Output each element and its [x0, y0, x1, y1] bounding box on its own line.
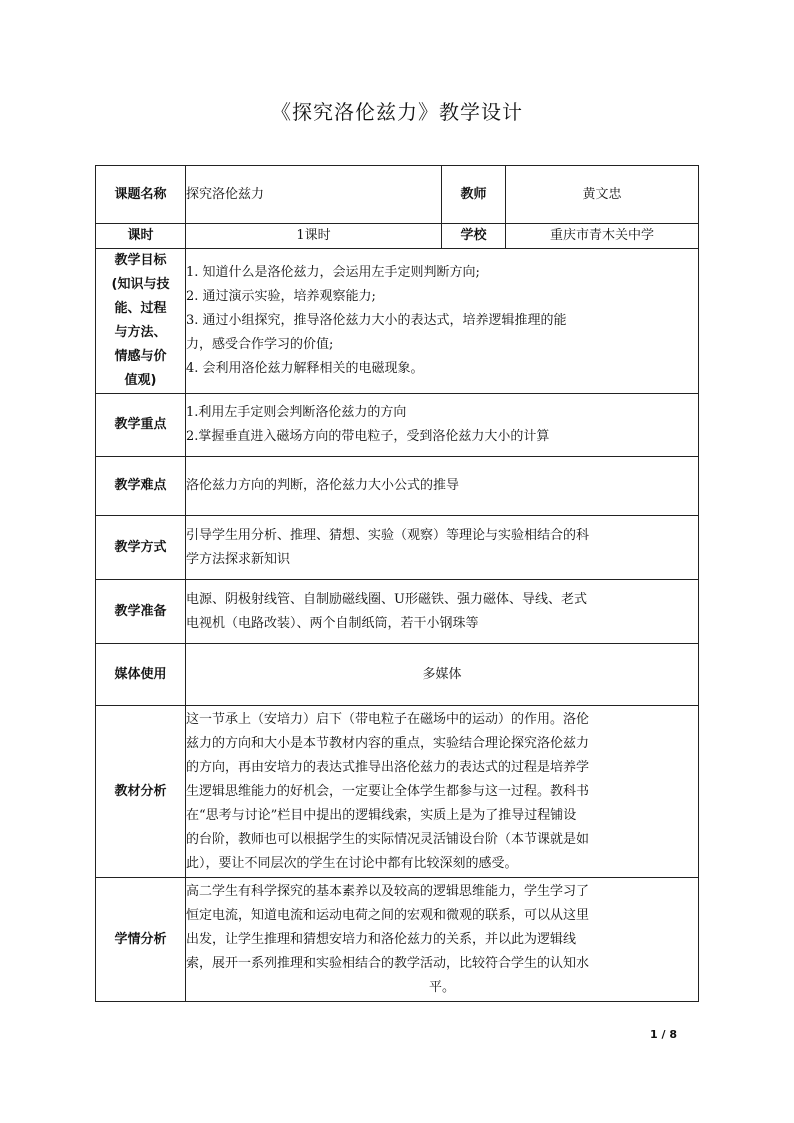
goal-item: 4. 会利用洛伦兹力解释相关的电磁现象。	[186, 361, 424, 376]
goals-label-line: 情感与价	[114, 349, 167, 364]
goals-label-line: 能、过程	[114, 301, 167, 316]
goals-label-line: 教学目标	[114, 253, 167, 268]
course-name-label: 课题名称	[96, 166, 186, 224]
student-line: 平。	[428, 979, 455, 995]
school-label: 学校	[442, 224, 506, 249]
key-points-label: 教学重点	[96, 394, 186, 457]
textbook-line: 生逻辑思维能力的好机会，一定要让全体学生都参与这一过程。教科书	[186, 783, 590, 799]
goal-item: 1. 知道什么是洛伦兹力，会运用左手定则判断方向;	[186, 265, 480, 280]
difficulties-content: 洛伦兹力方向的判断，洛伦兹力大小公式的推导	[186, 457, 699, 516]
textbook-line: 兹力的方向和大小是本节教材内容的重点，实验结合理论探究洛伦兹力	[186, 735, 590, 751]
difficulties-label: 教学难点	[96, 457, 186, 516]
class-hours-label: 课时	[96, 224, 186, 249]
preparation-line: 电视机（电路改装）、两个自制纸筒，若干小钢珠等	[186, 615, 479, 631]
key-points-content	[186, 394, 699, 457]
teacher-value: 黄文忠	[506, 166, 699, 224]
row-difficulties	[96, 457, 699, 516]
textbook-line: 的台阶，教师也可以根据学生的实际情况灵活铺设台阶（本节课就是如	[186, 831, 590, 847]
goals-label-line: 与方法、	[114, 325, 167, 340]
teacher-label: 教师	[442, 166, 506, 224]
school-value: 重庆市青木关中学	[506, 224, 699, 249]
teaching-goals-content	[186, 249, 699, 394]
row-media	[96, 644, 699, 706]
textbook-line: 在“思考与讨论”栏目中提出的逻辑线索，实质上是为了推导过程铺设	[186, 807, 577, 823]
methods-line: 引导学生用分析、推理、猜想、实验（观察）等理论与实验相结合的科	[186, 527, 590, 543]
media-label: 媒体使用	[96, 644, 186, 706]
preparation-content	[186, 580, 699, 644]
row-teaching-goals	[96, 249, 699, 394]
preparation-line: 电源、阴极射线管、自制励磁线圈、U形磁铁、强力磁体、导线、老式	[186, 591, 587, 607]
teaching-methods-content	[186, 516, 699, 580]
lesson-plan-table	[95, 165, 699, 1002]
goal-item: 力，感受合作学习的价值;	[186, 337, 334, 352]
student-line: 恒定电流，知道电流和运动电荷之间的宏观和微观的联系，可以从这里	[186, 907, 590, 923]
row-key-points	[96, 394, 699, 457]
methods-line: 学方法探求新知识	[186, 551, 291, 567]
class-hours-value: 1课时	[186, 224, 442, 249]
key-point-item: 2.掌握垂直进入磁场方向的带电粒子，受到洛伦兹力大小的计算	[186, 429, 550, 444]
media-content: 多媒体	[186, 644, 699, 706]
teaching-goals-label	[96, 249, 186, 394]
row-teaching-methods	[96, 516, 699, 580]
student-analysis-label: 学情分析	[96, 878, 186, 1002]
goals-label-line: 值观)	[124, 373, 157, 388]
row-class-hours	[96, 224, 699, 249]
textbook-line: 这一节承上（安培力）启下（带电粒子在磁场中的运动）的作用。洛伦	[186, 711, 590, 727]
teaching-methods-label: 教学方式	[96, 516, 186, 580]
course-name-value: 探究洛伦兹力	[186, 166, 442, 224]
key-point-item: 1.利用左手定则会判断洛伦兹力的方向	[186, 405, 407, 420]
row-student-analysis	[96, 878, 699, 1002]
goal-item: 2. 通过演示实验，培养观察能力;	[186, 289, 376, 304]
preparation-label: 教学准备	[96, 580, 186, 644]
student-analysis-content	[186, 878, 699, 1002]
student-line: 高二学生有科学探究的基本素养以及较高的逻辑思维能力，学生学习了	[186, 883, 590, 899]
row-textbook-analysis	[96, 706, 699, 878]
goals-label-line: (知识与技	[111, 277, 170, 292]
row-course-name	[96, 166, 699, 224]
page-number: 1 / 8	[650, 1028, 677, 1041]
student-line: 出发，让学生推理和猜想安培力和洛伦兹力的关系，并以此为逻辑线	[186, 931, 577, 947]
textbook-analysis-label: 教材分析	[96, 706, 186, 878]
textbook-line: 的方向，再由安培力的表达式推导出洛伦兹力的表达式的过程是培养学	[186, 759, 590, 775]
row-preparation	[96, 580, 699, 644]
textbook-analysis-content	[186, 706, 699, 878]
document-title: 《探究洛伦兹力》教学设计	[271, 100, 523, 124]
goal-item: 3. 通过小组探究，推导洛伦兹力大小的表达式，培养逻辑推理的能	[186, 313, 567, 328]
student-line: 索，展开一系列推理和实验相结合的教学活动，比较符合学生的认知水	[186, 955, 590, 971]
textbook-line: 此），要让不同层次的学生在讨论中都有比较深刻的感受。	[186, 855, 518, 871]
